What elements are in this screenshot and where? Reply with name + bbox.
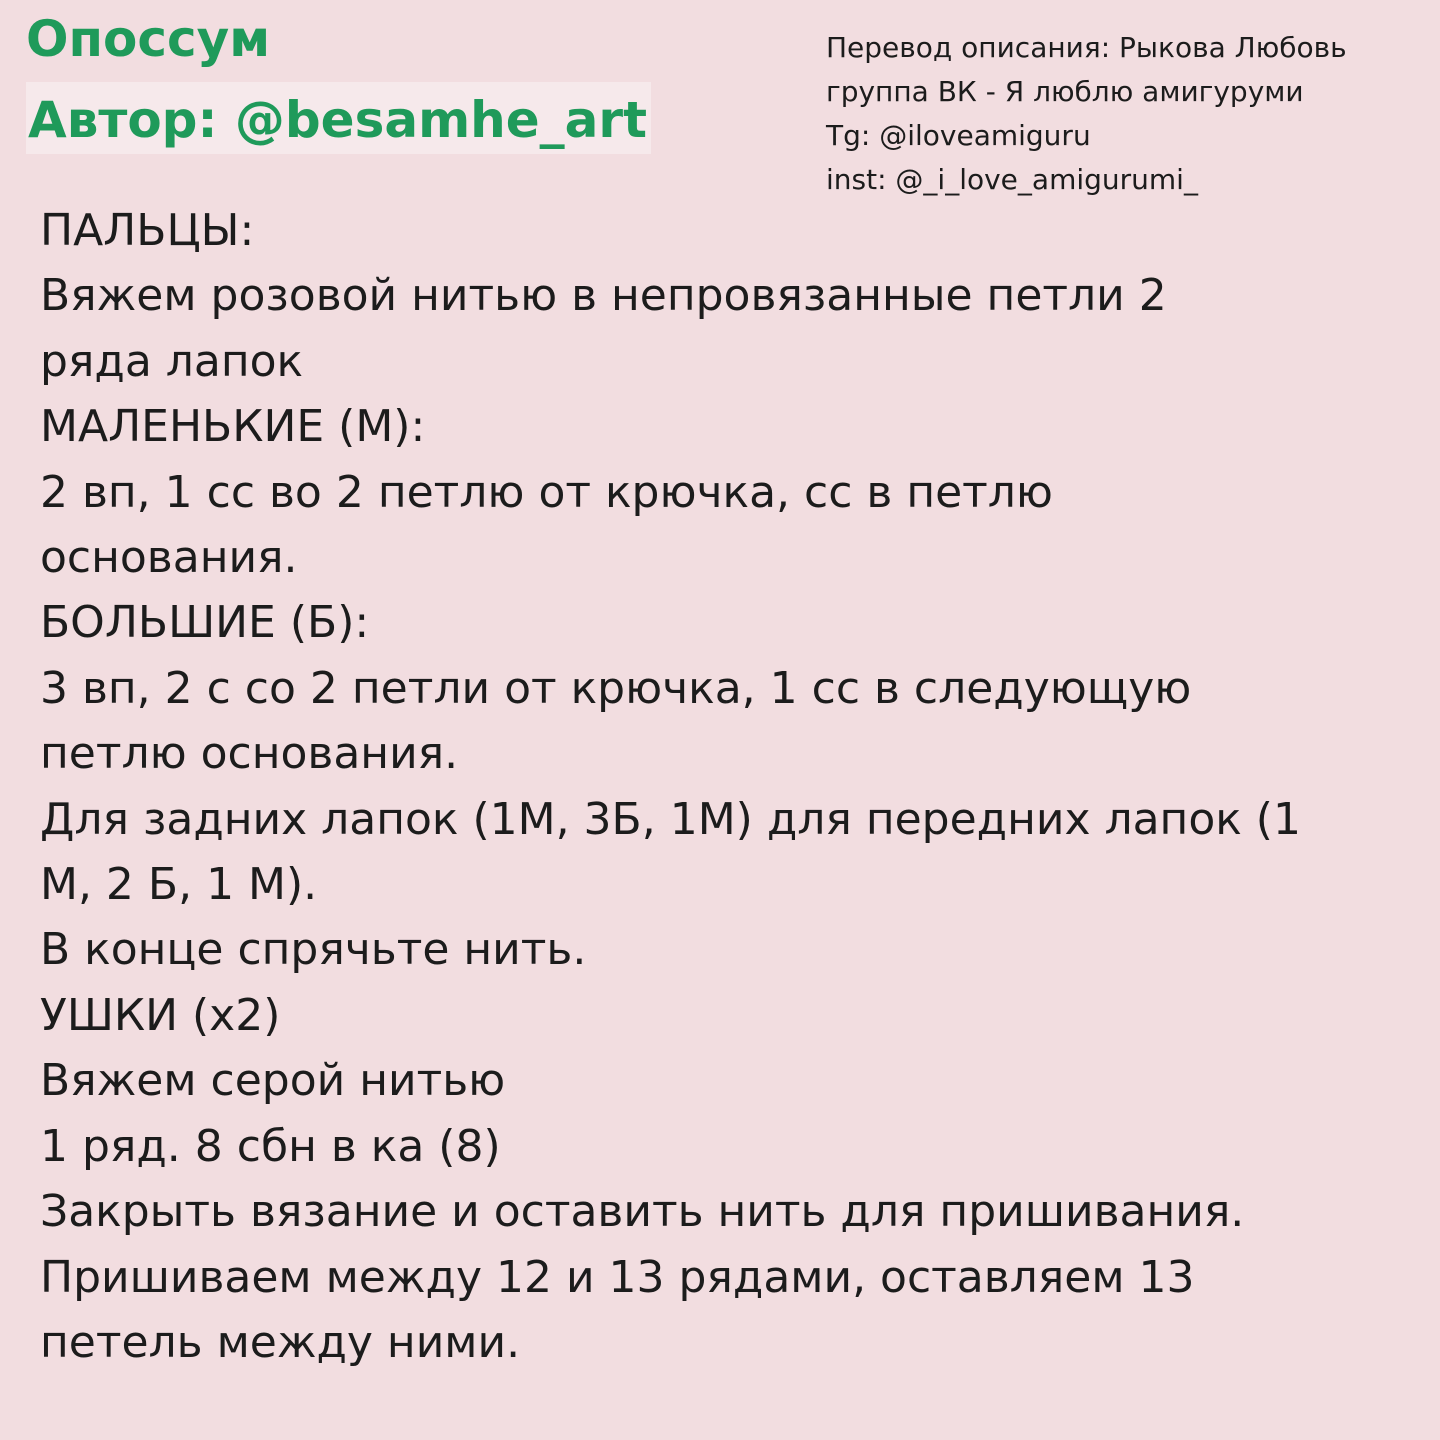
instruction-line: петлю основания. <box>40 728 459 780</box>
instruction-line: Вяжем розовой нитью в непровязанные петли 2 <box>40 270 1167 322</box>
section-heading-small: МАЛЕНЬКИЕ (М): <box>40 401 426 453</box>
instruction-line: 2 вп, 1 сс во 2 петлю от крючка, сс в петлю <box>40 466 1053 518</box>
credits-telegram: Tg: @iloveamiguru <box>826 119 1091 152</box>
instruction-line: Закрыть вязание и оставить нить для пришивания. <box>40 1186 1245 1238</box>
instruction-line: петель между ними. <box>40 1316 521 1368</box>
instruction-line: 3 вп, 2 с со 2 петли от крючка, 1 сс в следующую <box>40 662 1192 714</box>
section-heading-ears: УШКИ (х2) <box>40 989 281 1041</box>
author-label: Автор: @besamhe_art <box>26 82 651 154</box>
instruction-line: Вяжем серой нитью <box>40 1055 506 1107</box>
pattern-instructions <box>40 198 1410 1375</box>
section-heading-large: БОЛЬШИЕ (Б): <box>40 597 370 649</box>
instruction-line: Для задних лапок (1М, 3Б, 1М) для передних лапок (1 <box>40 793 1301 845</box>
instruction-line: М, 2 Б, 1 М). <box>40 859 318 911</box>
page-title: Опоссум <box>26 10 271 68</box>
credits-instagram: inst: @_i_love_amigurumi_ <box>826 163 1198 196</box>
title-block <box>26 6 651 154</box>
credits-translator: Перевод описания: Рыкова Любовь <box>826 31 1347 64</box>
instruction-line: основания. <box>40 532 298 584</box>
instruction-line: 1 ряд. 8 сбн в ка (8) <box>40 1120 501 1172</box>
instruction-line: Пришиваем между 12 и 13 рядами, оставляем 13 <box>40 1251 1195 1303</box>
section-heading-fingers: ПАЛЬЦЫ: <box>40 205 255 256</box>
credits-vk-group: группа ВК - Я люблю амигуруми <box>826 75 1304 108</box>
translation-credits <box>826 26 1347 202</box>
instruction-line: ряда лапок <box>40 335 304 387</box>
instruction-line: В конце спрячьте нить. <box>40 924 587 976</box>
